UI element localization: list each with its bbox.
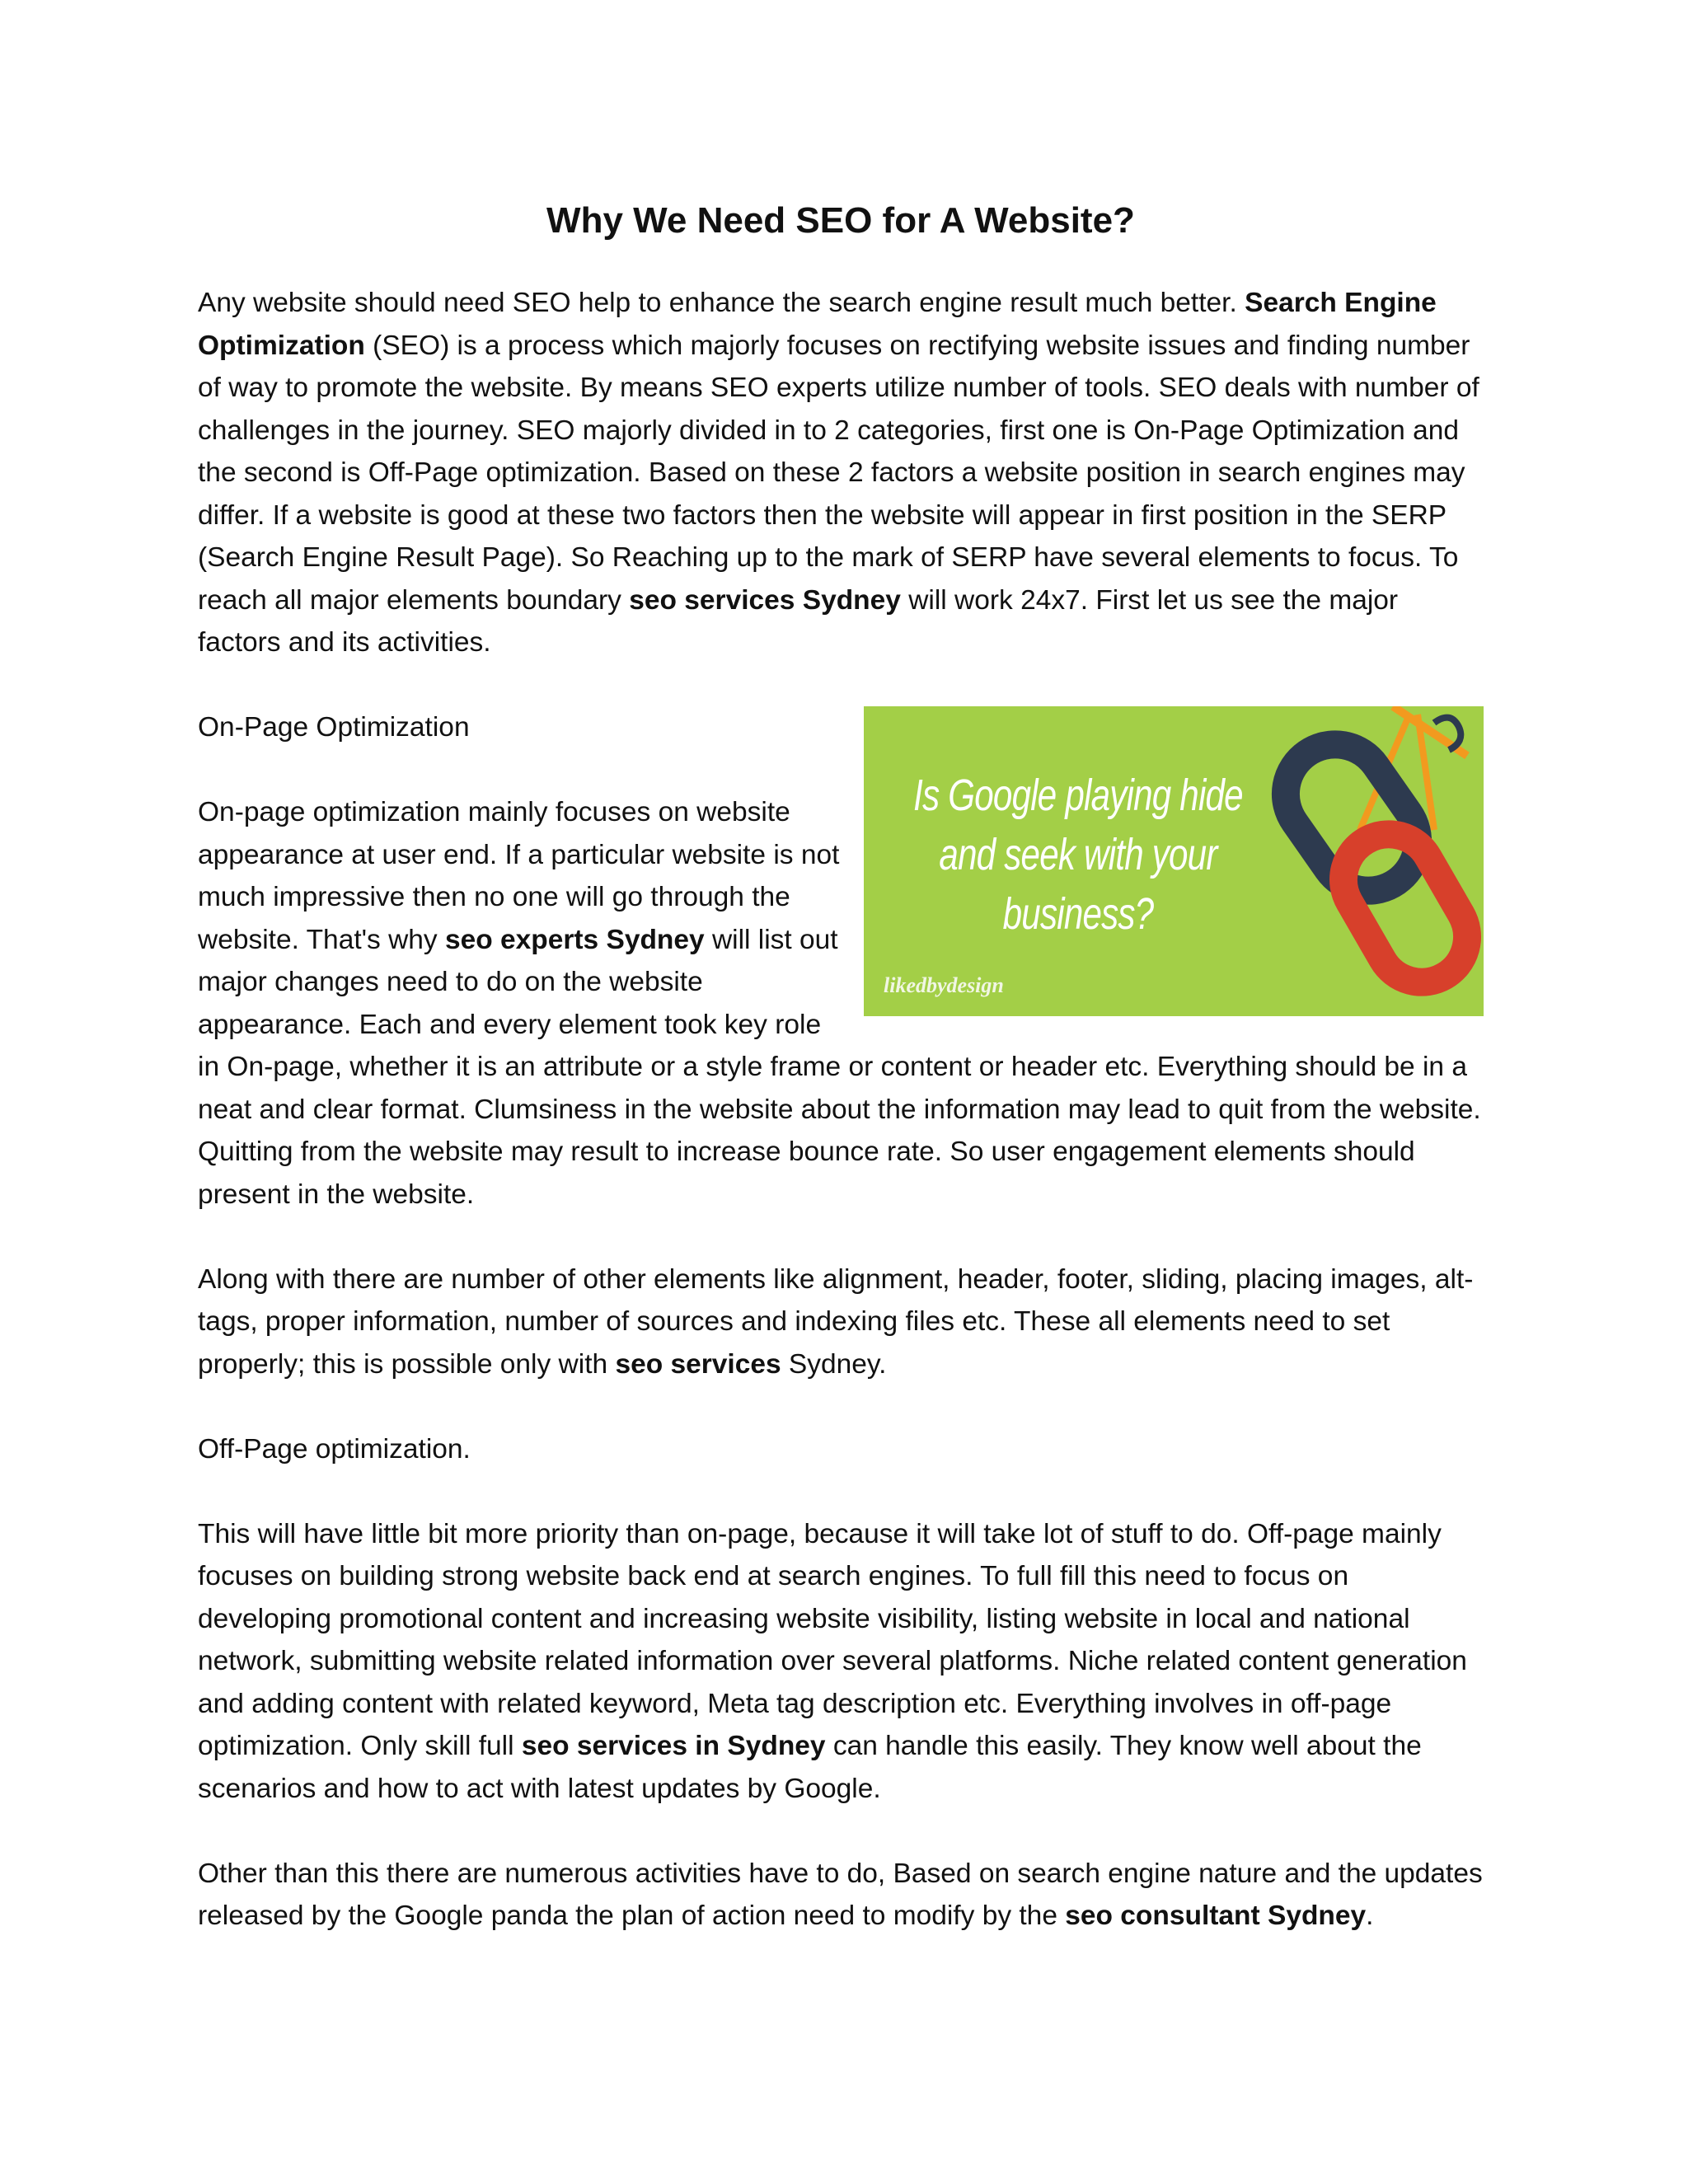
offpage-text-2: can handle this easily. They know well about the scenarios and how to act with latest updates by Google. — [198, 1731, 1422, 1804]
banner-brand-logo: likedbydesign — [884, 972, 1004, 997]
offpage-text-1: This will have little bit more priority than on-page, because it will take lot of stuff to do. Off-page mainly focuses on building strong website back end at search engines. To full fill this need to focus on developing promotional content and increasing website visibility, listing website in local and national network, submitting website related information over several platforms. Niche related content generation and adding content with related keyword, Meta tag description etc. Everything involves in off-page optimization. Only skill full — [198, 1518, 1467, 1761]
elements-text-1: Along with there are number of other elements like alignment, header, footer, sliding, placing images, alt-tags, proper information, number of sources and indexing files etc. These all elements need to set properly; this is possible only with — [198, 1263, 1474, 1380]
intro-bold-seo-term: Search Engine Optimization — [198, 288, 1437, 361]
chain-links-icon — [1269, 706, 1484, 1016]
intro-text-3: will work 24x7. First let us see the major factors and its activities. — [198, 584, 1399, 658]
onpage-bold-seo-experts: seo experts Sydney — [444, 924, 705, 955]
offpage-heading: Off-Page optimization. — [198, 1433, 471, 1465]
onpage-text-1: On-page optimization mainly focuses on website appearance at user end. If a particular website is not much impressive then no one will go through the website. That's why — [198, 797, 840, 955]
intro-bold-seo-services: seo services Sydney — [629, 584, 901, 616]
closing-text-2: . — [1366, 1900, 1374, 1931]
banner-line-2: and seek with your — [939, 830, 1217, 879]
closing-bold-seo-consultant: seo consultant Sydney — [1065, 1900, 1367, 1931]
banner-line-1: Is Google playing hide — [913, 771, 1243, 820]
intro-text-1: Any website should need SEO help to enhance the search engine result much better. — [198, 288, 1245, 318]
elements-bold-seo-services: seo services — [615, 1348, 781, 1380]
intro-text-2: (SEO) is a process which majorly focuses on rectifying website issues and finding number of way to promote the website. By means SEO experts utilize number of tools. SEO deals with number of challenges in the journey. SEO majorly divided in to 2 categories, first one is On-Page Optimization and the second is Off-Page optimization. Based on these 2 factors a website position in search engines may differ. If a website is good at these two factors then the website will appear in first position in the SERP (Search Engine Result Page). So Reaching up to the mark of SERP have several elements to focus. To reach all major elements boundary — [198, 330, 1479, 616]
page-title: Why We Need SEO for A Website? — [546, 200, 1135, 241]
document-body — [198, 198, 1484, 1980]
offpage-paragraph — [198, 1513, 1484, 1811]
banner-line-3: business? — [1002, 889, 1154, 939]
closing-paragraph — [198, 1853, 1484, 1938]
elements-text-2: Sydney. — [781, 1348, 887, 1380]
banner-caption — [911, 766, 1245, 944]
onpage-heading: On-Page Optimization — [198, 712, 470, 743]
elements-paragraph — [198, 1258, 1484, 1386]
onpage-text-2: will list out major changes need to do on the website appearance. Each and every element took key role in On-page, whether it is an attribute or a style frame or content or header etc. Everything should be in a neat and clear format. Clumsiness in the website about the information may lead to quit from the website. Quitting from the website may result to increase bounce rate. So user engagement elements should present in the website. — [198, 924, 1481, 1210]
intro-paragraph — [198, 282, 1484, 664]
offpage-bold-seo-services: seo services in Sydney — [521, 1731, 826, 1761]
google-hide-seek-banner-image — [864, 706, 1484, 1016]
closing-text-1: Other than this there are numerous activities have to do, Based on search engine nature and the updates released by the Google panda the plan of action need to modify by the — [198, 1858, 1483, 1931]
